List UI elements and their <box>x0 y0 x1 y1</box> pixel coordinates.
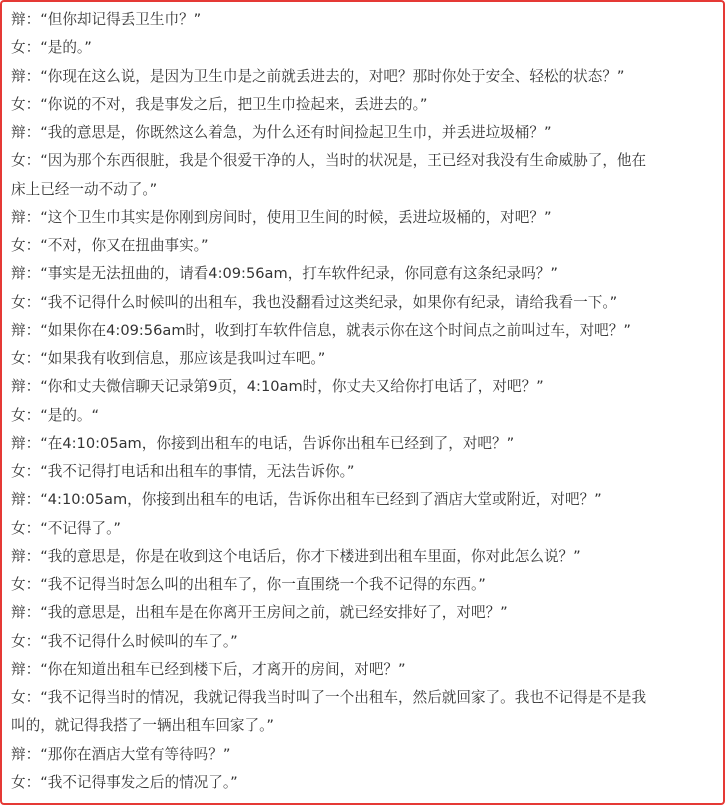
transcript-line: 辩：“在4:10:05am，你接到出租车的电话，告诉你出租车已经到了，对吧？” <box>11 434 515 452</box>
transcript-line: 辩：“但你却记得丢卫生巾？” <box>11 11 202 28</box>
transcript-line: 女：“因为那个东西很脏，我是个很爱干净的人，当时的状况是，王已经对我没有生命威胁了，他在 <box>11 152 647 170</box>
transcript-line: 女：“我不记得当时怎么叫的出租车了，你一直围绕一个我不记得的东西。” <box>11 576 486 593</box>
transcript-line: 女：“我不记得打电话和出租车的事情，无法告诉你。” <box>11 463 355 480</box>
transcript-line: 辩：“这个卫生巾其实是你刚到房间时，使用卫生间的时候，丢进垃圾桶的，对吧？” <box>11 208 552 226</box>
transcript-line: 辩：“我的意思是，你既然这么着急，为什么还有时间捡起卫生巾，并丢进垃圾桶？” <box>11 124 552 141</box>
transcript-line: 辩：“你和丈夫微信聊天记录第9页，4:10am时，你丈夫又给你打电话了，对吧？” <box>11 378 544 396</box>
transcript-line: 叫的，就记得我搭了一辆出租车回家了。” <box>11 717 274 735</box>
transcript-line: 辩：“那你在酒店大堂有等待吗？” <box>11 745 231 763</box>
transcript-line: 辩：“我的意思是，出租车是在你离开王房间之前，就已经安排好了，对吧？” <box>11 604 508 622</box>
transcript-line: 女：“如果我有收到信息，那应该是我叫过车吧。” <box>11 350 326 367</box>
transcript-line: 女：“不对，你又在扭曲事实。” <box>11 237 209 254</box>
transcript-line: 女：“你说的不对，我是事发之后，把卫生巾捡起来，丢进去的。” <box>11 95 428 113</box>
transcript-line: 床上已经一动不动了。” <box>11 180 158 198</box>
transcript-line: 辩：“你现在这么说，是因为卫生巾是之前就丢进去的，对吧？那时你处于安全、轻松的状态？” <box>11 67 625 85</box>
transcript-line: 女：“我不记得当时的情况，我就记得我当时叫了一个出租车，然后就回家了。我也不记得是不是我 <box>11 689 647 706</box>
transcript-line: 女：“我不记得什么时候叫的出租车，我也没翻看过这类纪录，如果你有纪录，请给我看一下。” <box>11 293 618 311</box>
transcript-line: 女：“我不记得事发之后的情况了。” <box>11 773 238 791</box>
transcript-line: 辩：“你在知道出租车已经到楼下后，才离开的房间，对吧？” <box>11 660 406 678</box>
transcript-line: 女：“是的。” <box>11 39 92 57</box>
transcript-line: 女：“不记得了。” <box>11 519 121 537</box>
transcript-line: 辩：“4:10:05am，你接到出租车的电话，告诉你出租车已经到了酒店大堂或附近，对吧？” <box>11 491 602 509</box>
transcript-line: 辩：“事实是无法扭曲的，请看4:09:56am，打车软件纪录，你同意有这条纪录吗？” <box>11 265 558 283</box>
transcript-line: 辩：“如果你在4:09:56am时，收到打车软件信息，就表示你在这个时间点之前叫过车，对吧？” <box>11 321 631 339</box>
transcript-line: 辩：“我的意思是，你是在收到这个电话后，你才下楼进到出租车里面，你对此怎么说？” <box>11 547 581 565</box>
transcript-line: 女：“我不记得什么时候叫的车了。” <box>11 632 238 650</box>
transcript-line: 女：“是的。“ <box>11 406 100 424</box>
